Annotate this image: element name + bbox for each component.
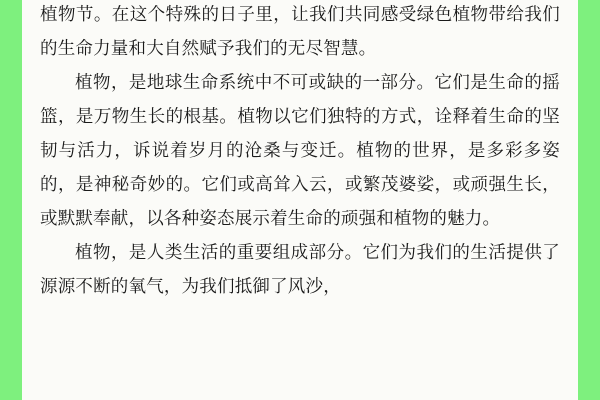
paragraph-3: 植物，是人类生活的重要组成部分。它们为我们的生活提供了源源不断的氧气，为我们抵御了风沙， xyxy=(40,243,560,297)
paragraph-2: 植物，是地球生命系统中不可或缺的一部分。它们是生命的摇篮，是万物生长的根基。植物以它们独特的方式，诠释着生命的坚韧与活力，诉说着岁月的沧桑与变迁。植物的世界，是多彩多姿的，是神秘奇妙的。它们或高耸入云，或繁茂婆娑，或顽强生长，或默默奉献，以各种姿态展示着生命的顽强和植物的魅力。 xyxy=(40,73,560,229)
article-body xyxy=(40,0,560,304)
paragraph-1: 植物节。在这个特殊的日子里，让我们共同感受绿色植物带给我们的生命力量和大自然赋予我们的无尽智慧。 xyxy=(40,5,560,59)
paper-sheet xyxy=(22,0,578,400)
